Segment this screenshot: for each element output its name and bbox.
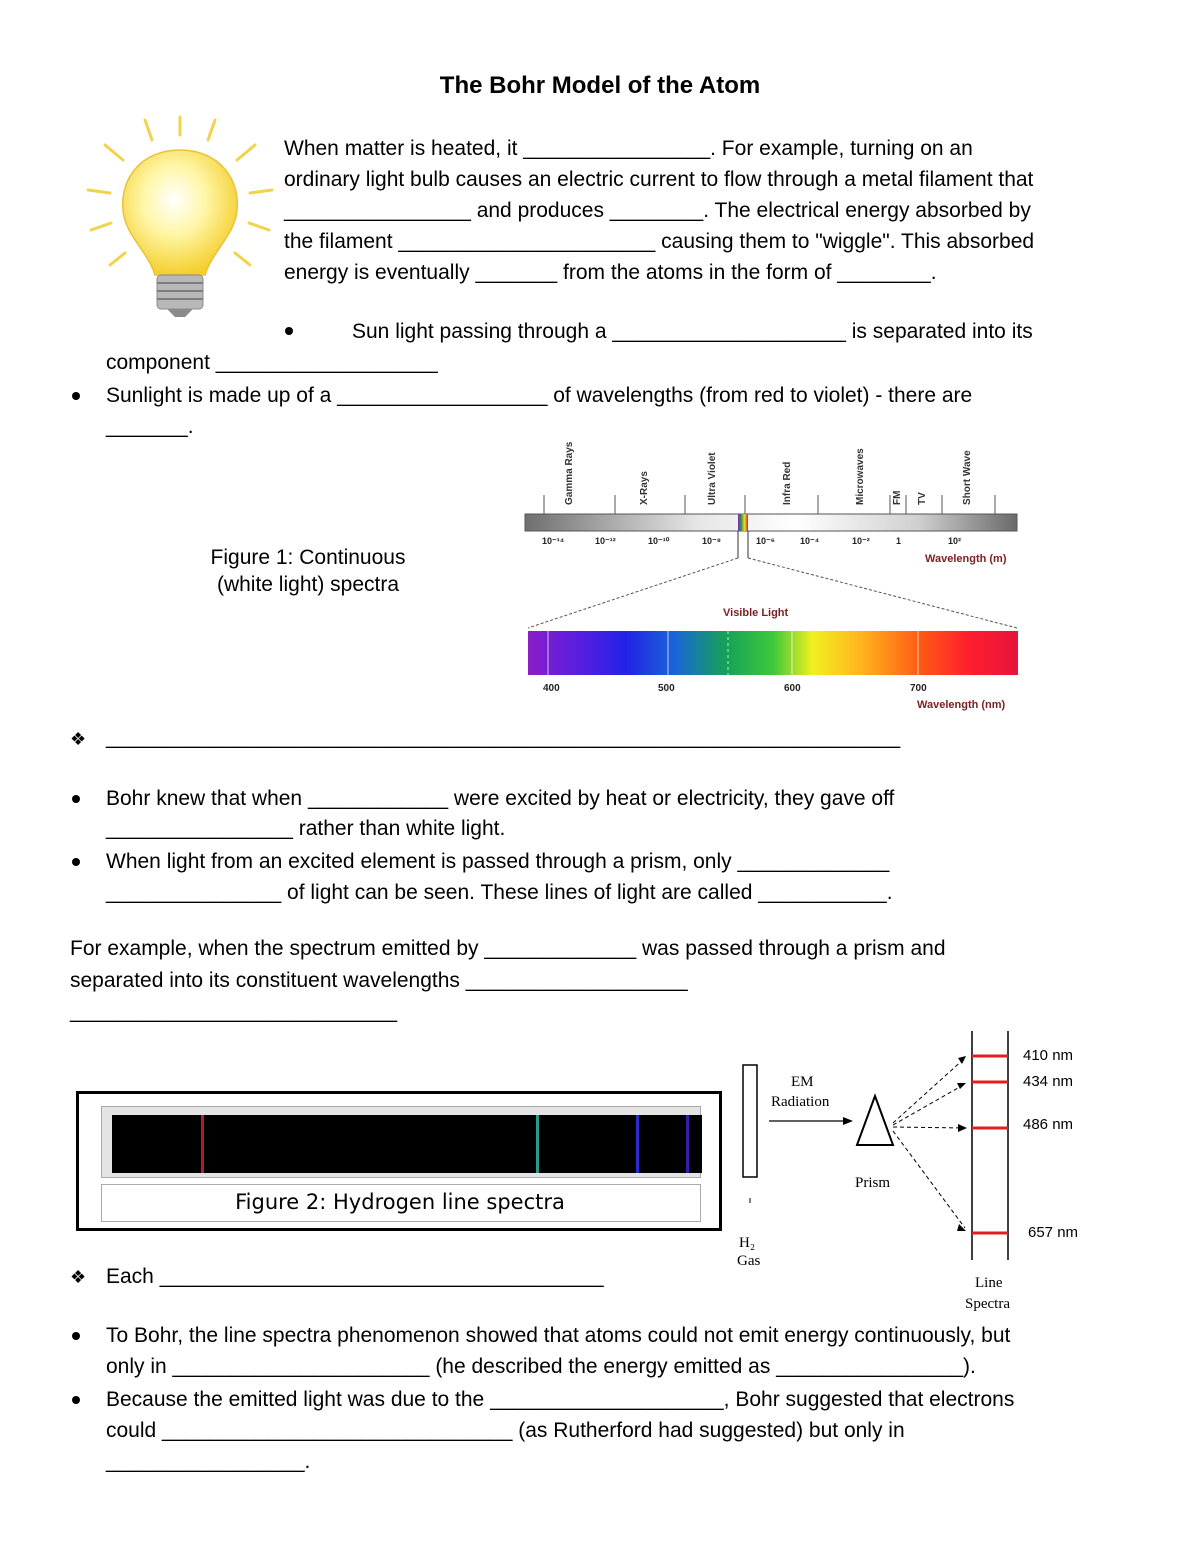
each-text: Each ______________________________________ (106, 1265, 604, 1288)
em-spectrum-figure (520, 440, 1025, 715)
bullet-icon (72, 392, 80, 400)
tick-label: 10⁻⁴ (800, 536, 820, 546)
to-bohr-text: only in ______________________ (he described the energy emitted as ________________). (106, 1355, 976, 1378)
spectral-line-blue (636, 1115, 639, 1173)
because-text: could ______________________________ (as Rutherford had suggested) but only in (106, 1419, 905, 1442)
band-label: X-Rays (639, 471, 650, 505)
prism-text: When light from an excited element is passed through a prism, only _____________ (106, 850, 890, 873)
intro-line: When matter is heated, it ________________. For example, turning on an (284, 137, 973, 160)
bohr-knew-text: Bohr knew that when ____________ were excited by heat or electricity, they gave off (106, 787, 895, 810)
tick-label: 10⁻⁸ (702, 536, 722, 546)
em-spectrum-bar (525, 514, 1017, 531)
spectral-line-red (201, 1115, 204, 1173)
sunlight-text: _______. (106, 415, 194, 438)
wavelength-label: 486 nm (1023, 1116, 1074, 1133)
band-label: FM (892, 490, 903, 505)
sunlight-text: Sunlight is made up of a __________________ of wavelengths (from red to violet) - there are (106, 384, 973, 407)
example-text: For example, when the spectrum emitted by _____________ was passed through a prism and (70, 937, 946, 960)
bohr-knew-text: ________________ rather than white light. (106, 817, 506, 840)
diamond-bullet-icon: ❖ (70, 1267, 87, 1287)
band-label: Short Wave (962, 450, 973, 505)
tick-label: 10⁻¹² (595, 536, 616, 546)
band-label: TV (917, 492, 928, 505)
line-spectra-label: Line (975, 1275, 1003, 1291)
prism-diagram (735, 1028, 1110, 1320)
fill-in-blank-line: ____________________________________________________________________ (106, 726, 901, 749)
wavelength-label: 657 nm (1028, 1224, 1079, 1241)
axis-label-nm: Wavelength (nm) (917, 699, 1006, 711)
tick-label: 10⁻¹⁰ (648, 536, 670, 546)
bullet-icon (72, 1332, 80, 1340)
visible-light-label: Visible Light (723, 607, 789, 619)
band-label: Microwaves (855, 448, 866, 505)
because-text: _________________. (106, 1450, 311, 1473)
example-text: separated into its constituent wavelengths ___________________ (70, 969, 688, 992)
to-bohr-text: To Bohr, the line spectra phenomenon showed that atoms could not emit energy continuously, but (106, 1324, 1011, 1347)
hydrogen-spectrum-bar (112, 1115, 702, 1173)
example-text: ____________________________ (70, 1000, 398, 1023)
intro-line: ordinary light bulb causes an electric current to flow through a metal filament that (284, 168, 1034, 191)
wavelength-label: 434 nm (1023, 1073, 1074, 1090)
bullet-icon (72, 858, 80, 866)
axis-label-m: Wavelength (m) (925, 553, 1007, 565)
because-text: Because the emitted light was due to the ____________________, Bohr suggested that electrons (106, 1388, 1015, 1411)
page-title: The Bohr Model of the Atom (439, 72, 761, 99)
intro-line: energy is eventually _______ from the atoms in the form of ________. (284, 261, 937, 284)
prism-label: Prism (855, 1175, 891, 1191)
gas-label: H₂ (739, 1235, 756, 1251)
visible-tick-label: 700 (910, 683, 927, 694)
light-bulb-icon (85, 115, 275, 325)
figure2-caption: Figure 2: Hydrogen line spectra (235, 1190, 565, 1214)
tick-label: 1 (896, 536, 902, 546)
bullet-icon (285, 327, 293, 335)
sun-light-text: component ___________________ (106, 351, 438, 374)
band-label: Gamma Rays (564, 441, 575, 505)
spectral-line-cyan (536, 1115, 539, 1173)
band-label-group (564, 441, 973, 505)
gas-tube (743, 1065, 757, 1177)
intro-line: the filament ______________________ causing them to "wiggle". This absorbed (284, 230, 1035, 253)
figure1-caption: Figure 1: Continuous (210, 546, 406, 569)
gas-label: Gas (737, 1253, 761, 1269)
tick-label: 10⁻² (852, 536, 870, 546)
line-spectra-label: Spectra (965, 1296, 1010, 1312)
prism-triangle (857, 1096, 893, 1145)
visible-tick-label: 600 (784, 683, 801, 694)
diamond-bullet-icon: ❖ (70, 729, 87, 749)
figure2-frame (76, 1091, 722, 1231)
spectral-line-violet (686, 1115, 689, 1173)
band-label: Ultra Violet (707, 452, 718, 505)
bullet-icon (72, 1396, 80, 1404)
band-label: Infra Red (782, 461, 793, 505)
prism-text: _______________ of light can be seen. These lines of light are called ___________. (106, 881, 893, 904)
intro-line: ________________ and produces ________. The electrical energy absorbed by (284, 199, 1031, 222)
wavelength-label: 410 nm (1023, 1047, 1074, 1064)
bullet-icon (72, 795, 80, 803)
visible-band-mini (738, 514, 748, 531)
figure1-caption: (white light) spectra (216, 573, 400, 596)
sun-light-text: Sun light passing through a ____________________ is separated into its (352, 320, 1033, 343)
em-radiation-label: EM (791, 1074, 814, 1090)
visible-spectrum-bar (528, 631, 1018, 675)
tick-label: 10⁻¹⁴ (542, 536, 565, 546)
tick-label: 10⁻⁶ (756, 536, 775, 546)
tick-label: 10² (948, 536, 962, 546)
visible-tick-label: 400 (543, 683, 560, 694)
visible-tick-label: 500 (658, 683, 675, 694)
em-radiation-label: Radiation (771, 1094, 830, 1110)
